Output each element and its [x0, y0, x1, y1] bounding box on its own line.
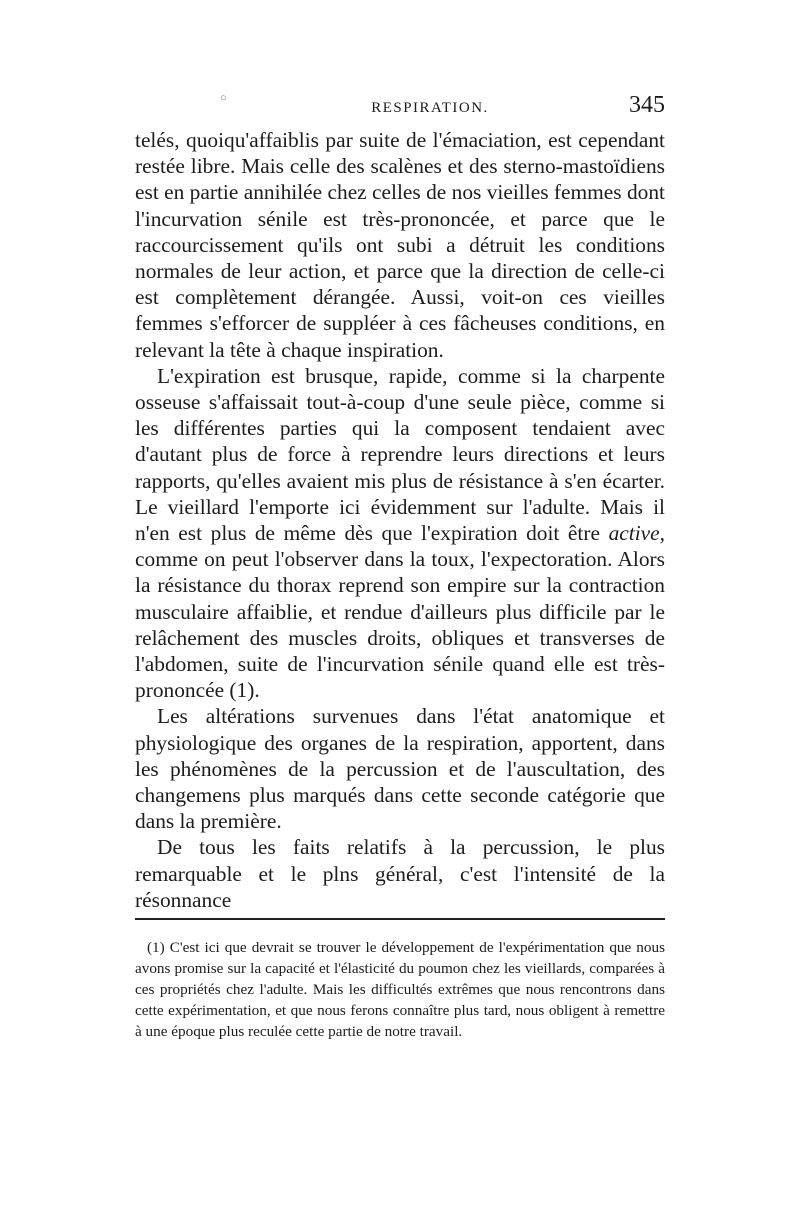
- ink-mark: ○: [220, 92, 227, 104]
- emphasis-active: active: [608, 521, 660, 546]
- paragraph-percussion: De tous les faits relatifs à la percussion, le plus remarquable et le plns général, c'est l'intensité de la résonnance: [135, 835, 665, 912]
- footnote-text: (1) C'est ici que devrait se trouver le développement de l'expérimentation que nous avons promise sur la capacité et l'élasticité du poumon chez les vieillards, comparées à ces propriétés chez l'adulte. Mais les difficultés extrêmes que nous rencontrons dans cette expérimentation, et que nous ferons connaître plus tard, nous obligent à remettre à une époque plus reculée cette partie de notre travail.: [135, 939, 665, 1040]
- page-header: [135, 92, 665, 126]
- footnote: [135, 937, 665, 1042]
- body-text: [135, 127, 665, 913]
- page-number: 345: [629, 92, 665, 118]
- paragraph-alterations: Les altérations survenues dans l'état anatomique et physiologique des organes de la respiration, apportent, dans les phénomènes de la percussion et de l'auscultation, des changemens plus marqués dans cette seconde catégorie que dans la première.: [135, 704, 665, 834]
- footnote-divider: [135, 918, 665, 920]
- paragraph-expiration: L'expiration est brusque, rapide, comme si la charpente osseuse s'affaissait tout-à-coup d'une seule pièce, comme si les différentes parties qui la composent tendaient avec d'autant plus de force à reprendre leurs directions et leurs rapports, qu'elles avaient mis plus de résistance à s'en écarter. Le vieillard l'emporte ici évidemment sur l'adulte. Mais il n'en est plus de même dès que l'expiration doit être active, comme on peut l'observer dans la toux, l'expectoration. Alors la résistance du thorax reprend son empire sur la contraction musculaire affaiblie, et rendue d'ailleurs plus difficile par le relâchement des muscles droits, obliques et transverses de l'abdomen, suite de l'incurvation sénile quand elle est très-prononcée (1).: [135, 363, 665, 703]
- running-title: RESPIRATION.: [371, 100, 489, 116]
- paragraph-continued: telés, quoiqu'affaiblis par suite de l'émaciation, est cependant restée libre. Mais celle des scalènes et des sterno-mastoïdiens est en partie annihilée chez celles de nos vieilles femmes dont l'incurvation sénile est très-prononcée, et parce que le raccourcissement qu'ils ont subi a détruit les conditions normales de leur action, et parce que la direction de celle-ci est complètement dérangée. Aussi, voit-on ces vieilles femmes s'efforcer de suppléer à ces fâcheuses conditions, en relevant la tête à chaque inspiration.: [135, 128, 665, 362]
